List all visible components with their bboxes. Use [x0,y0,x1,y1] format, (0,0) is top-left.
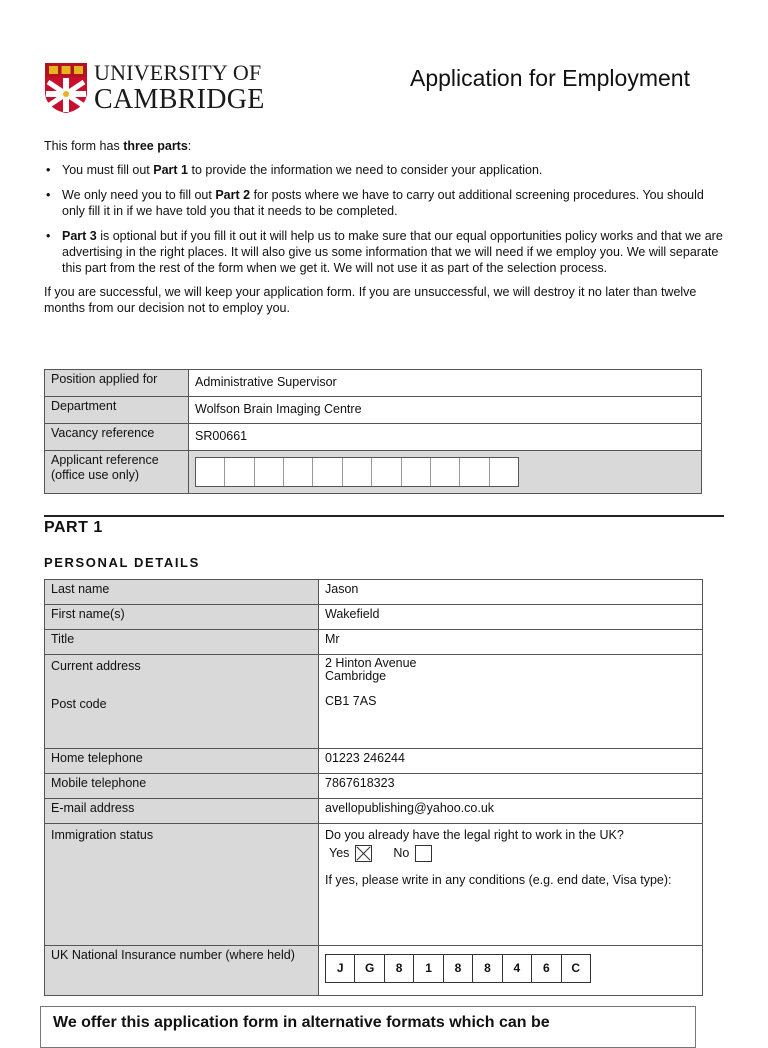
position-table [44,369,702,494]
immigration-cell [319,824,703,946]
yes-no-row [329,845,696,862]
ni-char[interactable]: 4 [503,955,532,982]
ni-char[interactable]: J [326,955,355,982]
ni-number-label: UK National Insurance number (where held) [45,946,319,996]
applicant-ref-boxes [195,457,519,487]
home-telephone-label: Home telephone [45,749,319,774]
conditions-text[interactable]: If yes, please write in any conditions (e.g. end date, Visa type): [325,873,672,887]
ni-char[interactable]: 8 [385,955,414,982]
postcode-label: Post code [51,697,107,711]
personal-details-heading: PERSONAL DETAILS [44,555,200,570]
address-field[interactable]: 2 Hinton Avenue Cambridge CB1 7AS [319,655,703,749]
personal-details-table [44,579,703,996]
home-telephone-field[interactable]: 01223 246244 [319,749,703,774]
yes-label: Yes [329,845,350,860]
no-checkbox[interactable] [415,845,432,862]
alternative-formats-notice [40,1006,696,1048]
first-name-label: First name(s) [45,605,319,630]
ni-char[interactable]: 8 [444,955,473,982]
retention-note: If you are successful, we will keep your application form. If you are unsuccessful, we will destroy it no later than twelve months from our decision not to employ you. [44,285,697,315]
yes-checkbox[interactable] [355,845,372,862]
ni-char[interactable]: G [355,955,384,982]
last-name-label: Last name [45,580,319,605]
position-field[interactable]: Administrative Supervisor [189,370,702,397]
list-item: • Part 3 is optional but if you fill it out it will help us to make sure that our equal opportunities policy works and that we are advertising in the right places. It will also give us some information that we will need if we employ you. We will separate this part from the rest of the form when we get it. We will not use it as part of the selection process. [44,228,724,276]
immigration-label: Immigration status [45,824,319,946]
vacancy-field[interactable]: SR00661 [189,424,702,451]
no-label: No [393,845,410,860]
ni-char[interactable]: C [571,961,581,975]
cambridge-shield-icon [44,62,88,114]
mobile-telephone-label: Mobile telephone [45,774,319,799]
university-logo [44,62,265,114]
applicant-ref-cell [189,451,702,494]
last-name-field[interactable]: Jason [319,580,703,605]
section-divider [44,515,724,517]
document-title: Application for Employment [410,65,690,91]
intro-section [44,138,724,316]
department-label: Department [45,397,189,424]
university-name-line2: CAMBRIDGE [94,84,265,115]
first-name-field[interactable]: Wakefield [319,605,703,630]
address-label: Current address [51,659,141,673]
list-item: • You must fill out Part 1 to provide the information we need to consider your application. [44,162,724,178]
mobile-telephone-field[interactable]: 7867618323 [319,774,703,799]
email-label: E-mail address [45,799,319,824]
ni-number-boxes[interactable] [325,954,591,983]
applicant-ref-label: Applicant reference (office use only) [45,451,189,494]
address-label-cell [45,655,319,749]
postcode-field[interactable]: CB1 7AS [325,694,377,708]
immigration-question: Do you already have the legal right to work in the UK? [325,828,624,842]
title-field[interactable]: Mr [319,630,703,655]
intro-lead: This form has three parts: [44,139,192,153]
parts-list [44,162,724,276]
ni-char[interactable]: 1 [414,955,443,982]
ni-char[interactable]: 6 [532,955,561,982]
position-label: Position applied for [45,370,189,397]
department-field[interactable]: Wolfson Brain Imaging Centre [189,397,702,424]
alternative-formats-text: We offer this application form in alternative formats which can be [53,1014,550,1031]
ni-char[interactable]: 8 [473,955,502,982]
university-name-line1: UNIVERSITY OF [94,60,262,85]
vacancy-label: Vacancy reference [45,424,189,451]
part1-heading: PART 1 [44,519,103,536]
list-item: • We only need you to fill out Part 2 for posts where we have to carry out additional screening procedures. You should only fill it in if we have told you that it needs to be completed. [44,187,724,219]
email-field[interactable]: avellopublishing@yahoo.co.uk [319,799,703,824]
title-label: Title [45,630,319,655]
ni-number-cell [319,946,703,996]
